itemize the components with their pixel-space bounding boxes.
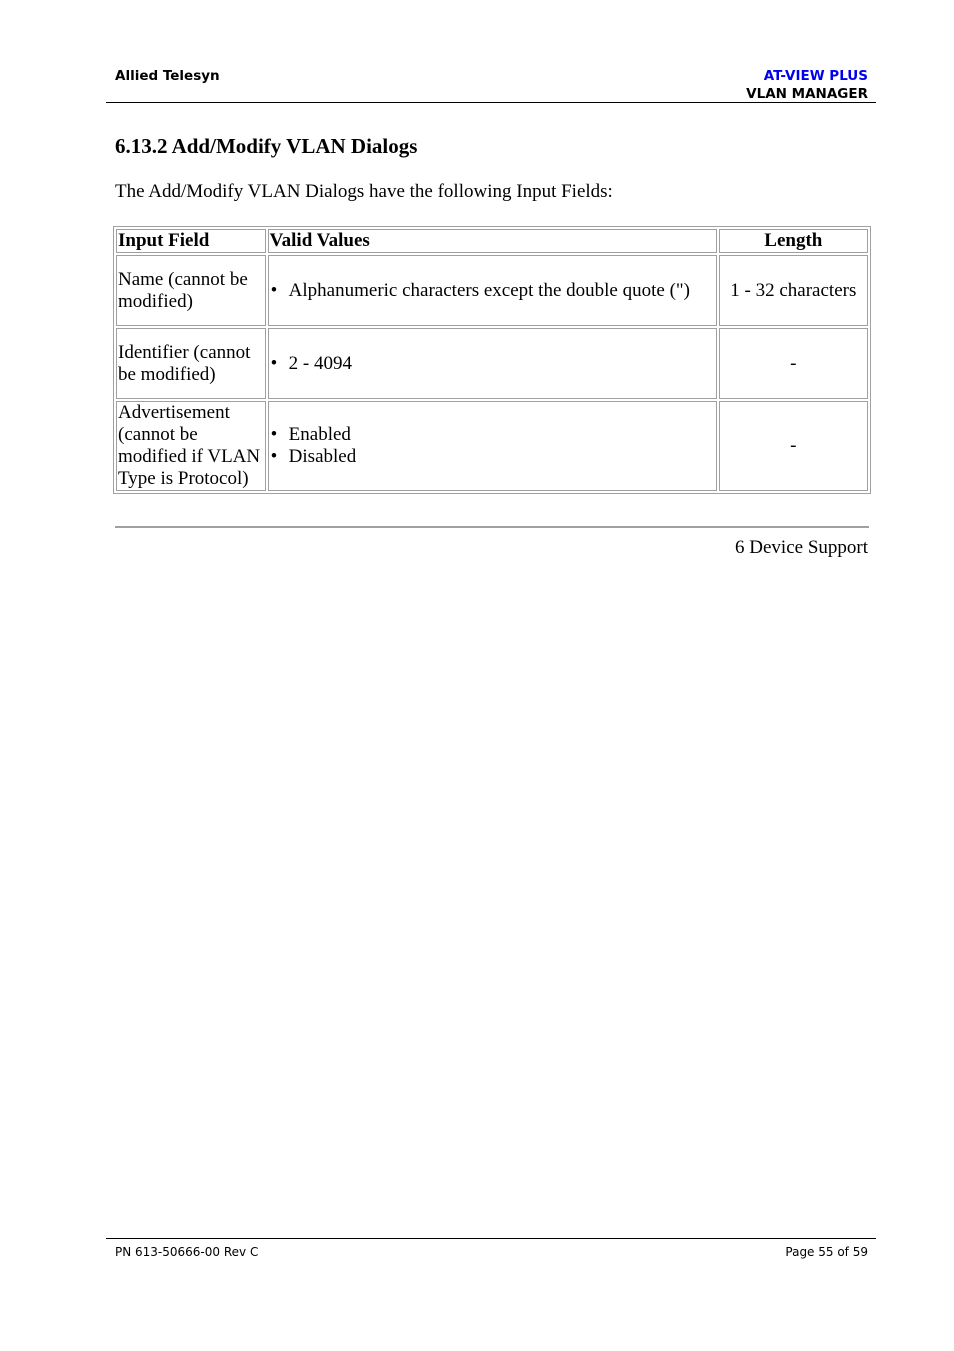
valid-values-cell [268,255,717,326]
table-row [116,328,868,399]
page-number: Page 55 of 59 [785,1245,868,1259]
table-header-row [116,229,868,253]
list-item: • Disabled [270,446,715,468]
valid-values-list [270,280,715,302]
table-row [116,401,868,491]
part-number: PN 613-50666-00 Rev C [115,1245,259,1259]
field-name-cell: Name (cannot be modified) [116,255,266,326]
input-fields-table [113,226,871,494]
length-cell: - [719,328,868,399]
valid-values-list [270,353,715,375]
section-title: 6.13.2 Add/Modify VLAN Dialogs [115,134,418,158]
list-item: • 2 - 4094 [270,353,715,375]
section-reference: 6 Device Support [735,537,868,558]
valid-values-cell [268,328,717,399]
length-cell: - [719,401,868,491]
column-header-input-field: Input Field [116,229,266,253]
company-name: Allied Telesyn [115,68,220,84]
list-item: • Enabled [270,424,715,446]
intro-paragraph: The Add/Modify VLAN Dialogs have the following Input Fields: [115,181,613,202]
horizontal-divider [115,526,869,528]
valid-values-cell [268,401,717,491]
field-name-cell: Identifier (cannot be modified) [116,328,266,399]
list-item: • Alphanumeric characters except the double quote (") [270,280,715,302]
product-name: AT-VIEW PLUS [763,68,868,84]
field-name-cell: Advertisement (cannot be modified if VLAN Type is Protocol) [116,401,266,491]
column-header-valid-values: Valid Values [268,229,717,253]
column-header-length: Length [719,229,868,253]
valid-values-list [270,424,715,468]
module-name: VLAN MANAGER [746,86,868,102]
page-footer [106,1238,876,1259]
length-cell: 1 - 32 characters [719,255,868,326]
page-header [106,66,876,103]
table-row [116,255,868,326]
